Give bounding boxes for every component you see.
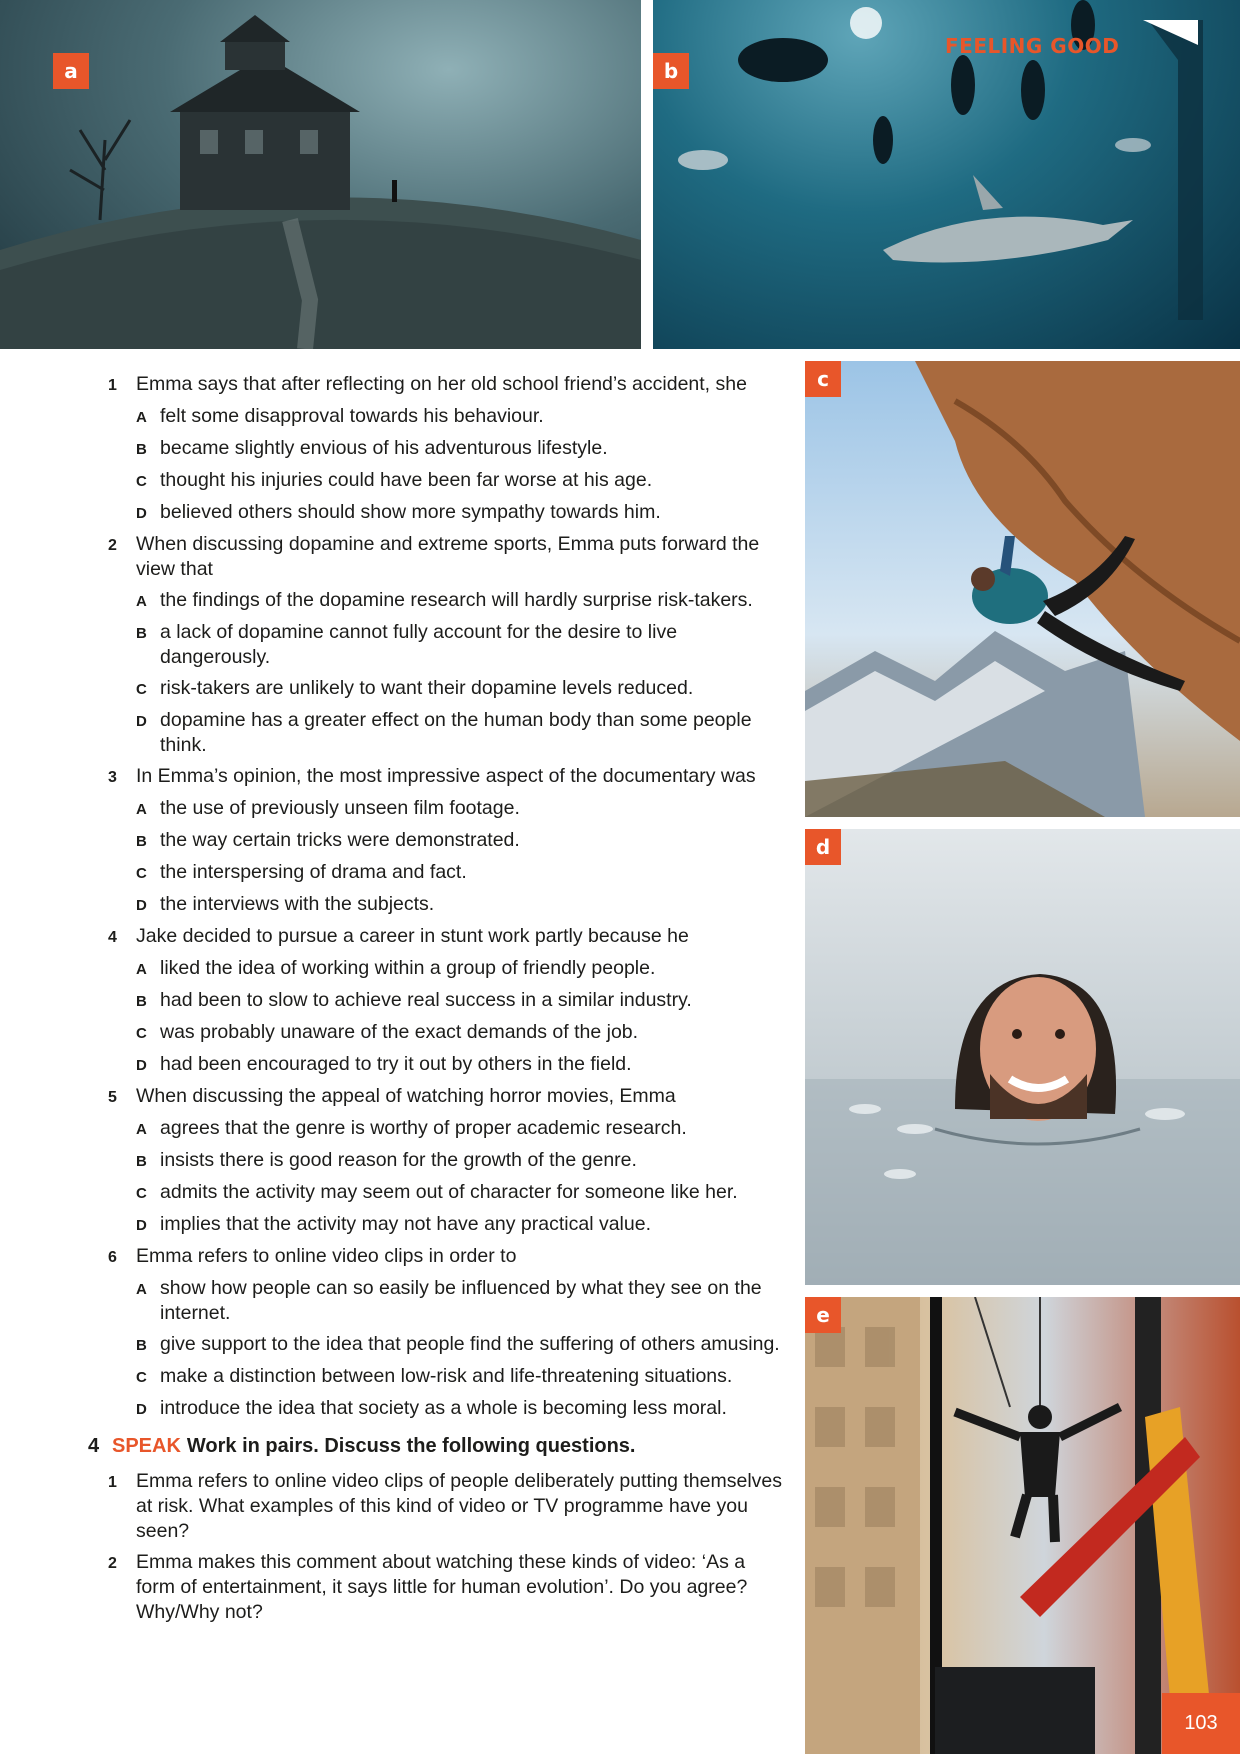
option-letter: D — [136, 1401, 147, 1418]
question-number: 2 — [108, 537, 117, 554]
answer-option[interactable] — [136, 468, 788, 494]
option-text: liked the idea of working within a group of friendly people. — [160, 957, 656, 979]
discussion-question — [108, 1550, 788, 1625]
rock-climber-illustration — [805, 361, 1240, 817]
photo-label-e: e — [805, 1297, 841, 1333]
answer-option[interactable] — [136, 588, 788, 614]
haunted-house-photo — [0, 0, 641, 349]
option-letter: B — [136, 993, 147, 1010]
question-number: 6 — [108, 1249, 117, 1266]
task-heading — [88, 1433, 788, 1459]
photo-label-d: d — [805, 829, 841, 865]
answer-option[interactable] — [136, 676, 788, 702]
option-text: admits the activity may seem out of character for someone like her. — [160, 1181, 738, 1203]
answer-option[interactable] — [136, 1052, 788, 1078]
option-text: believed others should show more sympathy towards him. — [160, 501, 661, 523]
answer-option[interactable] — [136, 1116, 788, 1142]
option-text: risk-takers are unlikely to want their dopamine levels reduced. — [160, 677, 694, 699]
answer-option[interactable] — [136, 1148, 788, 1174]
option-letter: B — [136, 441, 147, 458]
answer-option[interactable] — [136, 956, 788, 982]
answer-option[interactable] — [136, 860, 788, 886]
discussion-question-text: Emma makes this comment about watching these kinds of video: ‘As a form of entertainment, it says little for human evolution’. Do you agree? Why/Why not? — [136, 1551, 748, 1623]
option-letter: C — [136, 1369, 147, 1386]
rock-climber-photo — [805, 361, 1240, 817]
ice-swimmer-illustration — [805, 829, 1240, 1285]
question-stem-row — [108, 372, 788, 398]
answer-option[interactable] — [136, 796, 788, 822]
question-stem-row — [108, 764, 788, 790]
option-letter: A — [136, 1281, 147, 1298]
question-item — [108, 532, 788, 758]
answer-option[interactable] — [136, 1212, 788, 1238]
option-letter: C — [136, 681, 147, 698]
multiple-choice-questions — [108, 372, 788, 1428]
option-text: a lack of dopamine cannot fully account for the desire to live dangerously. — [160, 621, 678, 668]
question-item — [108, 764, 788, 918]
photo-label-a: a — [53, 53, 89, 89]
option-text: felt some disapproval towards his behaviour. — [160, 405, 544, 427]
option-letter: A — [136, 801, 147, 818]
question-number: 5 — [108, 1089, 117, 1106]
question-stem: Emma refers to online video clips in order to — [136, 1245, 517, 1267]
option-text: give support to the idea that people find the suffering of others amusing. — [160, 1333, 780, 1355]
option-text: the use of previously unseen film footage. — [160, 797, 520, 819]
option-letter: D — [136, 713, 147, 730]
stuntman-photo — [805, 1297, 1240, 1754]
question-stem-row — [108, 924, 788, 950]
option-text: the way certain tricks were demonstrated. — [160, 829, 520, 851]
question-stem-row — [108, 1244, 788, 1270]
question-item — [108, 924, 788, 1078]
question-stem: Jake decided to pursue a career in stunt work partly because he — [136, 925, 689, 947]
question-number: 4 — [108, 929, 117, 946]
question-number: 3 — [108, 769, 117, 786]
option-letter: C — [136, 473, 147, 490]
answer-option[interactable] — [136, 1332, 788, 1358]
option-letter: A — [136, 593, 147, 610]
page-number: 103 — [1162, 1693, 1240, 1754]
option-letter: D — [136, 1217, 147, 1234]
option-text: had been to slow to achieve real success in a similar industry. — [160, 989, 692, 1011]
question-item — [108, 1244, 788, 1422]
answer-option[interactable] — [136, 988, 788, 1014]
option-letter: C — [136, 1025, 147, 1042]
answer-option[interactable] — [136, 500, 788, 526]
option-letter: C — [136, 1185, 147, 1202]
option-letter: B — [136, 1337, 147, 1354]
option-letter: D — [136, 897, 147, 914]
option-letter: A — [136, 1121, 147, 1138]
option-text: make a distinction between low-risk and life-threatening situations. — [160, 1365, 733, 1387]
option-letter: A — [136, 409, 147, 426]
option-text: show how people can so easily be influenced by what they see on the internet. — [160, 1277, 762, 1324]
option-text: thought his injuries could have been far worse at his age. — [160, 469, 653, 491]
option-text: implies that the activity may not have any practical value. — [160, 1213, 651, 1235]
question-stem: When discussing the appeal of watching horror movies, Emma — [136, 1085, 676, 1107]
option-letter: B — [136, 833, 147, 850]
answer-option[interactable] — [136, 708, 788, 758]
option-letter: A — [136, 961, 147, 978]
option-letter: B — [136, 1153, 147, 1170]
discussion-question-text: Emma refers to online video clips of people deliberately putting themselves at risk. What examples of this kind of video or TV programme have you seen? — [136, 1470, 783, 1542]
photo-label-c: c — [805, 361, 841, 397]
answer-option[interactable] — [136, 404, 788, 430]
task-number: 4 — [88, 1435, 100, 1457]
answer-option[interactable] — [136, 828, 788, 854]
discussion-question — [108, 1469, 788, 1544]
question-stem-row — [108, 532, 788, 582]
unit-title: FEELING GOOD — [945, 34, 1120, 58]
speaking-task — [88, 1433, 788, 1631]
option-letter: D — [136, 505, 147, 522]
option-letter: D — [136, 1057, 147, 1074]
option-text: introduce the idea that society as a whole is becoming less moral. — [160, 1397, 727, 1419]
option-text: the interspersing of drama and fact. — [160, 861, 467, 883]
question-stem: When discussing dopamine and extreme sports, Emma puts forward the view that — [136, 533, 760, 580]
answer-option[interactable] — [136, 1396, 788, 1422]
option-letter: C — [136, 865, 147, 882]
answer-option[interactable] — [136, 1276, 788, 1326]
answer-option[interactable] — [136, 1180, 788, 1206]
answer-option[interactable] — [136, 620, 788, 670]
haunted-house-illustration — [0, 0, 641, 349]
question-stem: Emma says that after reflecting on her old school friend’s accident, she — [136, 373, 747, 395]
answer-option[interactable] — [136, 1364, 788, 1390]
option-text: had been encouraged to try it out by others in the field. — [160, 1053, 632, 1075]
option-text: the findings of the dopamine research will hardly surprise risk-takers. — [160, 589, 753, 611]
ice-swimmer-photo — [805, 829, 1240, 1285]
question-stem: In Emma’s opinion, the most impressive aspect of the documentary was — [136, 765, 756, 787]
answer-option[interactable] — [136, 436, 788, 462]
stuntman-illustration — [805, 1297, 1240, 1754]
discussion-questions — [88, 1469, 788, 1625]
question-item — [108, 372, 788, 526]
option-text: dopamine has a greater effect on the human body than some people think. — [160, 709, 752, 756]
option-text: agrees that the genre is worthy of proper academic research. — [160, 1117, 687, 1139]
option-text: insists there is good reason for the growth of the genre. — [160, 1149, 637, 1171]
discussion-question-number: 2 — [108, 1555, 117, 1572]
photo-label-b: b — [653, 53, 689, 89]
answer-option[interactable] — [136, 892, 788, 918]
option-text: became slightly envious of his adventurous lifestyle. — [160, 437, 608, 459]
question-stem-row — [108, 1084, 788, 1110]
question-number: 1 — [108, 377, 117, 394]
discussion-question-number: 1 — [108, 1474, 117, 1491]
answer-option[interactable] — [136, 1020, 788, 1046]
speak-label: SPEAK — [112, 1435, 181, 1457]
option-text: was probably unaware of the exact demands of the job. — [160, 1021, 639, 1043]
question-item — [108, 1084, 788, 1238]
option-text: the interviews with the subjects. — [160, 893, 435, 915]
task-instruction: Work in pairs. Discuss the following questions. — [186, 1435, 636, 1457]
option-letter: B — [136, 625, 147, 642]
